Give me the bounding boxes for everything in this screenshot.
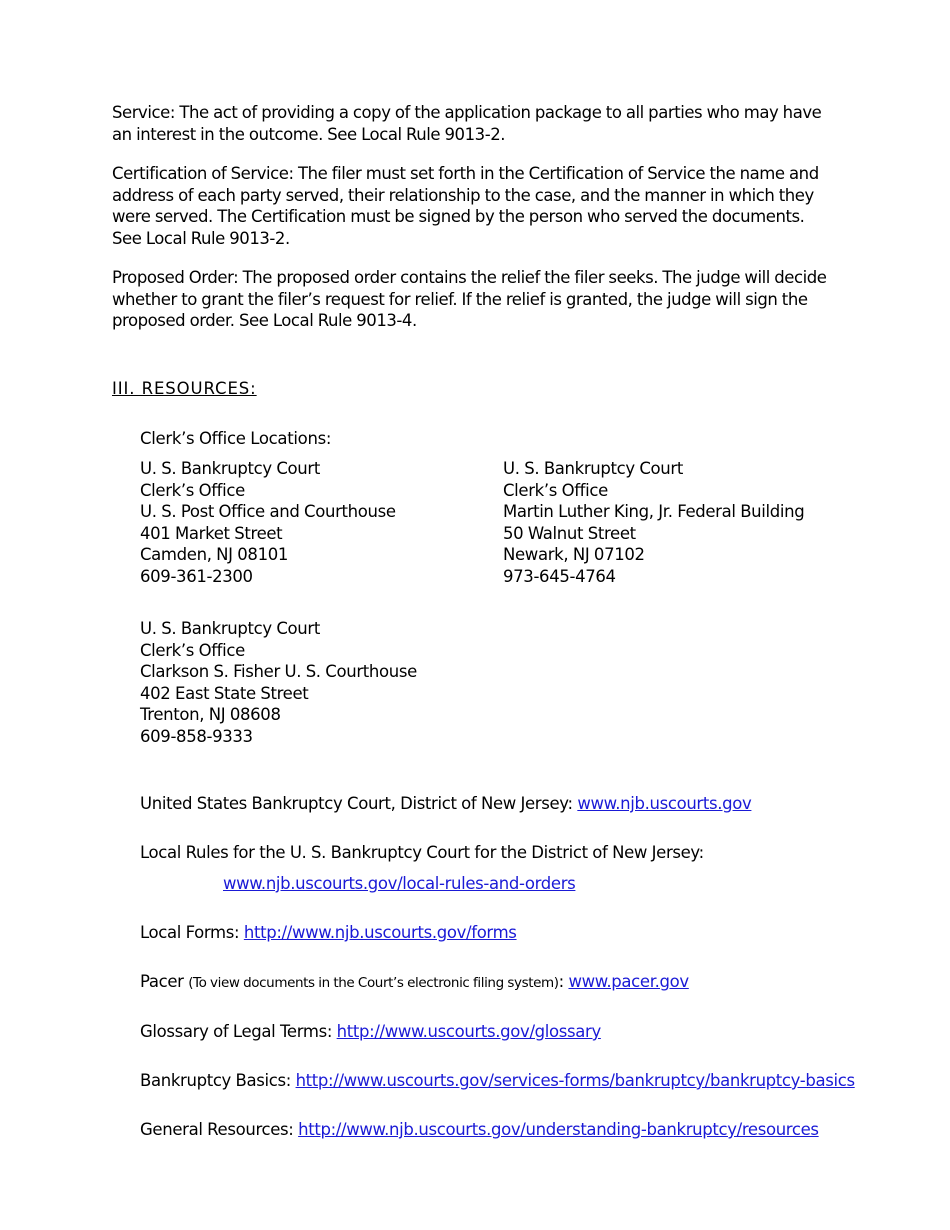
office-phone: 609-858-9333: [140, 726, 253, 746]
resource-label: Glossary of Legal Terms:: [140, 1022, 333, 1041]
office-building: Clarkson S. Fisher U. S. Courthouse: [140, 662, 417, 681]
resource-note: (To view documents in the Court’s electronic filing system): [188, 975, 559, 991]
resource-label: Bankruptcy Basics:: [140, 1071, 291, 1090]
office-city: Camden, NJ 08101: [140, 545, 289, 564]
definition-term: Service:: [112, 103, 175, 122]
definition-service: [112, 102, 832, 145]
resource-label: United States Bankruptcy Court, District of New Jersey:: [140, 794, 573, 813]
office-name: Clerk’s Office: [140, 640, 245, 660]
resource-label: Pacer: [140, 972, 184, 991]
general-resources-link[interactable]: http://www.njb.uscourts.gov/understanding-bankruptcy/resources: [298, 1120, 819, 1139]
resource-local-rules: [140, 842, 704, 864]
office-name: Clerk’s Office: [140, 480, 245, 500]
office-name: Clerk’s Office: [503, 480, 608, 500]
resource-bankruptcy-basics: [140, 1070, 855, 1092]
glossary-link[interactable]: http://www.uscourts.gov/glossary: [336, 1022, 601, 1041]
office-street: 401 Market Street: [140, 523, 283, 543]
resource-local-forms: [140, 922, 517, 944]
office-building: U. S. Post Office and Courthouse: [140, 502, 396, 521]
office-building: Martin Luther King, Jr. Federal Building: [503, 502, 805, 521]
office-court: U. S. Bankruptcy Court: [503, 459, 683, 478]
resource-label: Local Rules for the U. S. Bankruptcy Court for the District of New Jersey:: [140, 843, 704, 862]
office-court: U. S. Bankruptcy Court: [140, 619, 320, 638]
resource-pacer: [140, 971, 689, 995]
resource-court-website: [140, 793, 751, 815]
resource-local-rules-url-line: [223, 873, 575, 895]
clerk-office-locations-label: Clerk’s Office Locations:: [140, 429, 332, 448]
resource-label: Local Forms:: [140, 923, 240, 942]
office-city: Newark, NJ 07102: [503, 545, 645, 564]
definition-text: The act of providing a copy of the application package to all parties who may have an interest in the outcome. See Local Rule 9013-2.: [112, 103, 822, 144]
resource-suffix: :: [558, 972, 564, 991]
definition-certification-of-service: [112, 163, 832, 249]
office-phone: 609-361-2300: [140, 566, 253, 586]
office-address-newark: [503, 458, 804, 587]
office-phone: 973-645-4764: [503, 566, 616, 586]
definition-text: The filer must set forth in the Certification of Service the name and address of each party served, their relationship to the case, and the manner in which they were served. The Certification must be signed by the person who served the documents. See Local Rule 9013-2.: [112, 164, 819, 248]
resource-general-resources: [140, 1119, 819, 1141]
office-address-camden: [140, 458, 396, 587]
section-heading-resources: III. RESOURCES:: [112, 379, 257, 398]
bankruptcy-basics-link[interactable]: http://www.uscourts.gov/services-forms/bankruptcy/bankruptcy-basics: [295, 1071, 855, 1090]
office-address-trenton: [140, 618, 417, 747]
definition-text: The proposed order contains the relief the filer seeks. The judge will decide whether to grant the filer’s request for relief. If the relief is granted, the judge will sign the proposed order. See Local Rule 9013-4.: [112, 268, 827, 330]
resource-glossary: [140, 1021, 601, 1043]
definition-term: Proposed Order:: [112, 268, 239, 287]
office-city: Trenton, NJ 08608: [140, 705, 281, 724]
pacer-link[interactable]: www.pacer.gov: [568, 972, 689, 991]
court-website-link[interactable]: www.njb.uscourts.gov: [577, 794, 752, 813]
office-street: 50 Walnut Street: [503, 523, 636, 543]
definition-term: Certification of Service:: [112, 164, 294, 183]
office-court: U. S. Bankruptcy Court: [140, 459, 320, 478]
local-rules-link[interactable]: www.njb.uscourts.gov/local-rules-and-orders: [223, 874, 576, 893]
resource-label: General Resources:: [140, 1120, 294, 1139]
office-street: 402 East State Street: [140, 683, 309, 703]
definition-proposed-order: [112, 267, 832, 332]
local-forms-link[interactable]: http://www.njb.uscourts.gov/forms: [243, 923, 517, 942]
